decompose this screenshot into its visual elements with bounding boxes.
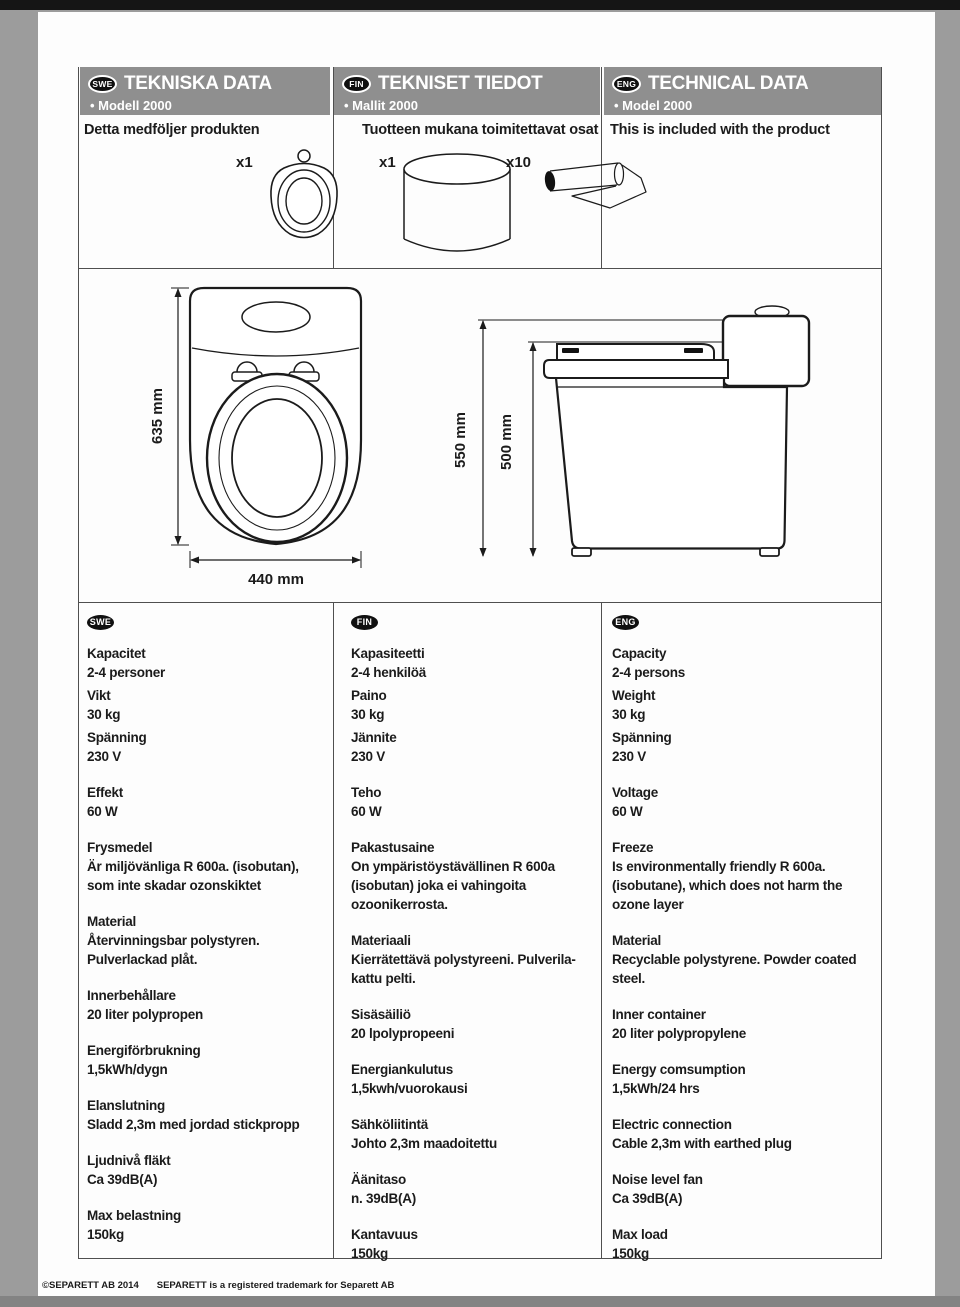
side-view-drawing xyxy=(445,290,830,590)
spec-column-swe xyxy=(79,602,332,1244)
spec-kantavuus: Kantavuus 150kg xyxy=(351,1227,418,1261)
header-eng-title: TECHNICAL DATA xyxy=(648,73,809,94)
header-swe xyxy=(80,67,330,115)
spec-column-fin xyxy=(334,602,600,1263)
spec-material-eng: Material Recyclable polystyrene. Powder coated steel. xyxy=(612,933,857,986)
front-view-drawing xyxy=(140,268,470,588)
spec-energiforbrukning: Energiförbrukning 1,5kWh/dygn xyxy=(87,1043,201,1077)
header-swe-subtitle: • Modell 2000 xyxy=(90,98,172,113)
header-fin xyxy=(334,67,600,115)
spec-kapacitet: Kapacitet 2-4 personer xyxy=(87,646,166,680)
header-fin-subtitle: • Mallit 2000 xyxy=(344,98,418,113)
dim-label-635mm: 635 mm xyxy=(149,388,166,444)
count-toilet-seat: x1 xyxy=(236,154,253,171)
spec-ljudniva: Ljudnivå fläkt Ca 39dB(A) xyxy=(87,1153,171,1187)
dim-label-500mm: 500 mm xyxy=(498,414,515,470)
spec-inner-container: Inner container 20 liter polypropylene xyxy=(612,1007,747,1041)
spec-aanitaso: Äänitaso n. 39dB(A) xyxy=(351,1172,416,1206)
spec-electric-connection: Electric connection Cable 2,3m with earthed plug xyxy=(612,1117,792,1151)
spec-vikt: Vikt 30 kg xyxy=(87,688,121,722)
bottom-gray-bar xyxy=(0,1296,960,1307)
spec-spanning: Spänning 230 V xyxy=(87,730,147,764)
inner-container-icon xyxy=(400,152,516,264)
page-sheet xyxy=(38,12,935,1296)
spec-pakastusaine: Pakastusaine On ympäristöystävällinen R 600a (isobutan) joka ei vahingoita ozoonikerrosta. xyxy=(351,840,555,912)
spec-jannite: Jännite 230 V xyxy=(351,730,397,764)
spec-sahkoliitinta: Sähköliitintä Johto 2,3m maadoitettu xyxy=(351,1117,498,1151)
footer-copyright: ©SEPARETT AB 2014 xyxy=(42,1280,139,1291)
spec-weight: Weight 30 kg xyxy=(612,688,656,722)
swe-spec-badge: SWE xyxy=(87,615,114,630)
header-fin-title: TEKNISET TIEDOT xyxy=(378,73,543,94)
footer xyxy=(42,1280,412,1291)
spec-freeze: Freeze Is environmentally friendly R 600a. (isobutane), which does not harm the ozone layer xyxy=(612,840,843,912)
included-heading-swe: Detta medföljer produkten xyxy=(84,122,260,138)
dim-label-440mm: 440 mm xyxy=(248,571,304,588)
fin-language-badge: FIN xyxy=(342,75,371,93)
toilet-seat-icon xyxy=(260,146,346,242)
included-heading-eng: This is included with the product xyxy=(610,122,830,138)
spec-max-load: Max load 150kg xyxy=(612,1227,668,1261)
spec-teho: Teho 60 W xyxy=(351,785,382,819)
spec-energy-consumption: Energy comsumption 1,5kWh/24 hrs xyxy=(612,1062,746,1096)
header-swe-title: TEKNISKA DATA xyxy=(124,73,272,94)
spec-capacity: Capacity 2-4 persons xyxy=(612,646,686,680)
count-inner-container: x1 xyxy=(379,154,396,171)
spec-spanning-eng: Spänning 230 V xyxy=(612,730,672,764)
header-eng-row xyxy=(612,73,881,95)
spec-materiaali: Materiaali Kierrätettävä polystyreeni. Pulverila- kattu pelti. xyxy=(351,933,576,986)
spec-column-eng xyxy=(602,602,880,1263)
header-swe-row xyxy=(88,73,330,95)
top-black-bar xyxy=(0,0,960,10)
spec-sisasailio: Sisäsäiliö 20 lpolypropeeni xyxy=(351,1007,455,1041)
fin-spec-badge: FIN xyxy=(351,615,378,630)
compostable-bag-roll-icon xyxy=(538,158,650,220)
spec-max-belastning: Max belastning 150kg xyxy=(87,1208,182,1242)
spec-paino: Paino 30 kg xyxy=(351,688,387,722)
spec-material: Material Återvinningsbar polystyren. Pulverlackad plåt. xyxy=(87,914,260,967)
swe-language-badge: SWE xyxy=(88,75,117,93)
spec-energiankulutus: Energiankulutus 1,5kwh/vuorokausi xyxy=(351,1062,468,1096)
spec-frysmedel: Frysmedel Är miljövänliga R 600a. (isobutan), som inte skadar ozonskiktet xyxy=(87,840,299,893)
included-heading-fin: Tuotteen mukana toimitettavat osat xyxy=(362,122,599,138)
footer-trademark: SEPARETT is a registered trademark for Separett AB xyxy=(156,1280,395,1291)
rule-right xyxy=(881,67,882,1258)
count-bag-roll: x10 xyxy=(506,154,532,171)
spec-noise-level: Noise level fan Ca 39dB(A) xyxy=(612,1172,703,1206)
spec-kapasiteetti: Kapasiteetti 2-4 henkilöä xyxy=(351,646,427,680)
header-eng-subtitle: • Model 2000 xyxy=(614,98,693,113)
spec-innerbehallare: Innerbehållare 20 liter polypropen xyxy=(87,988,204,1022)
header-fin-row xyxy=(342,73,600,95)
eng-language-badge: ENG xyxy=(612,75,641,93)
header-eng xyxy=(604,67,881,115)
spec-voltage: Voltage 60 W xyxy=(612,785,659,819)
spec-elanslutning: Elanslutning Sladd 2,3m med jordad stickpropp xyxy=(87,1098,300,1132)
dim-label-550mm: 550 mm xyxy=(452,412,469,468)
spec-effekt: Effekt 60 W xyxy=(87,785,124,819)
eng-spec-badge: ENG xyxy=(612,615,639,630)
